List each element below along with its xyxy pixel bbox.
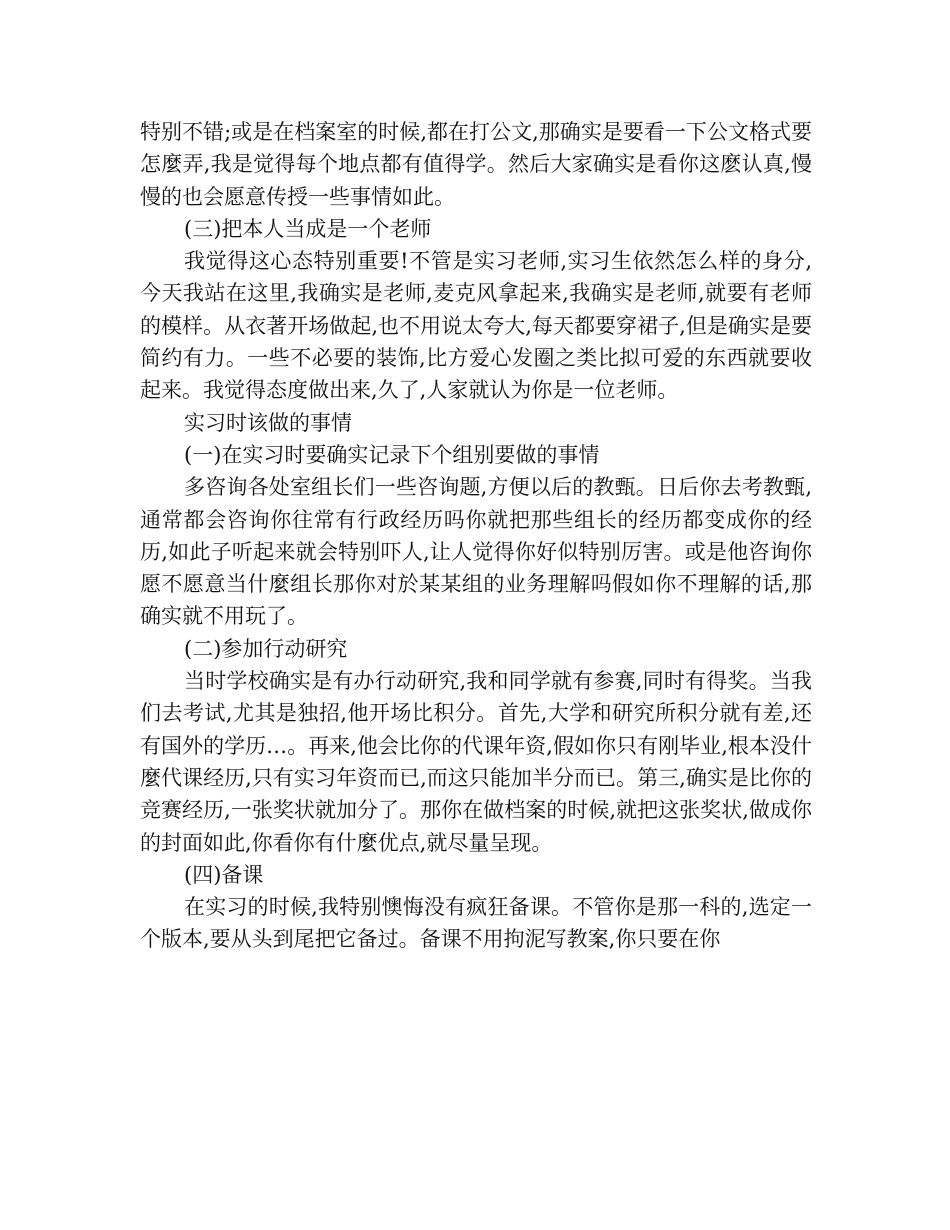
section-heading-record-tasks: (一)在实习时要确实记录下个组别要做的事情: [184, 442, 600, 467]
section-heading-lesson-prep: (四)备课: [184, 862, 264, 887]
section-heading-action-research: (二)参加行动研究: [184, 636, 348, 661]
paragraph-continuation: 特别不错;或是在档案室的时候,都在打公文,那确实是要看一下公文格式要怎麼弄,我是觉得每个地点都有值得学。然后大家确实是看你这麽认真,慢慢的也会愿意传授一些事情如此。: [140, 120, 812, 209]
body-text: [140, 116, 812, 956]
section-heading-internship-tasks: 实习时该做的事情: [184, 410, 352, 435]
paragraph-action-research: 当时学校确实是有办行动研究,我和同学就有参赛,同时有得奖。当我们去考试,尤其是独招,他开场比积分。首先,大学和研究所积分就有差,还有国外的学历…。再来,他会比你的代课年资,假如你只有刚毕业,根本没什麼代课经历,只有实习年资而已,而这只能加半分而已。第三,确实是比你的竞赛经历,一张奖状就加分了。那你在做档案的时候,就把这张奖状,做成你的封面如此,你看你有什麼优点,就尽量呈现。: [140, 669, 812, 855]
paragraph-record-tasks: 多咨询各处室组长们一些咨询题,方便以后的教甄。日后你去考教甄,通常都会咨询你往常有行政经历吗你就把那些组长的经历都变成你的经历,如此子听起来就会特别吓人,让人觉得你好似特别厉害。或是他咨询你愿不愿意当什麼组长那你对於某某组的业务理解吗假如你不理解的话,那确实就不用玩了。: [140, 475, 812, 629]
section-heading-teacher-mindset: (三)把本人当成是一个老师: [184, 216, 432, 241]
paragraph-lesson-prep: 在实习的时候,我特别懊悔没有疯狂备课。不管你是那一科的,选定一个版本,要从头到尾把它备过。备课不用拘泥写教案,你只要在你: [140, 895, 812, 952]
paragraph-teacher-mindset: 我觉得这心态特别重要!不管是实习老师,实习生依然怎么样的身分,今天我站在这里,我确实是老师,麦克风拿起来,我确实是老师,就要有老师的模样。从衣著开场做起,也不用说太夸大,每天都要穿裙子,但是确实是要简约有力。一些不必要的装饰,比方爱心发圈之类比拟可爱的东西就要收起来。我觉得态度做出来,久了,人家就认为你是一位老师。: [140, 249, 812, 403]
